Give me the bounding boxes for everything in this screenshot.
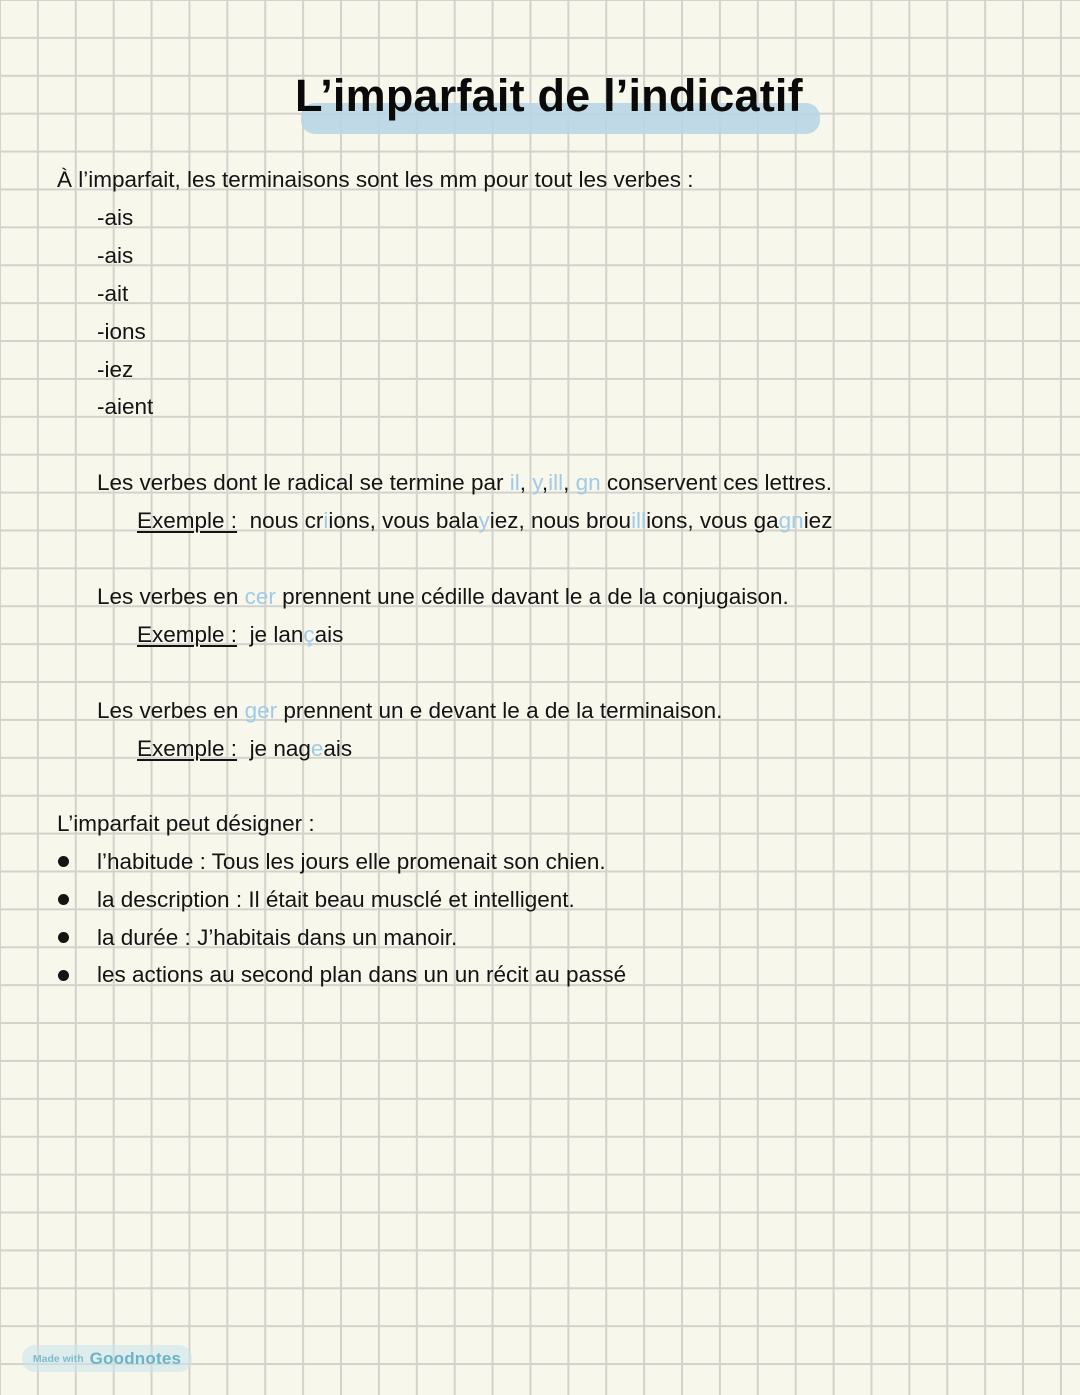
highlighted-letters: gn (575, 470, 601, 495)
highlighted-letters: y (532, 470, 542, 495)
list-item: les actions au second plan dans un un récit au passé (97, 962, 627, 987)
highlighted-letters: ill (548, 470, 564, 495)
intro-text: À l’imparfait, les terminaisons sont les mm pour tout les verbes : (57, 167, 694, 192)
list-item: la description : Il était beau musclé et intelligent. (97, 887, 575, 912)
bullet-icon (58, 894, 69, 905)
rule-text: Les verbes dont le radical se termine par il, y,ill, gn conservent ces lettres. (97, 470, 832, 495)
highlighted-letters: cer (244, 584, 276, 609)
example-label: Exemple : (137, 508, 238, 533)
example-label: Exemple : (137, 622, 238, 647)
example-line: Exemple : je lançais (137, 622, 344, 647)
ending-item: -ait (97, 281, 129, 306)
highlighted-letters: ger (244, 698, 278, 723)
ending-item: -aient (97, 394, 154, 419)
list-item: la durée : J’habitais dans un manoir. (97, 925, 458, 950)
highlighted-letters: il (509, 470, 520, 495)
rule-text: Les verbes en cer prennent une cédille davant le a de la conjugaison. (97, 584, 789, 609)
bullet-icon (58, 932, 69, 943)
title-block (0, 68, 1080, 138)
bullet-icon (58, 856, 69, 867)
example-line: Exemple : nous criions, vous balayiez, nous brouillions, vous gagniez (137, 508, 833, 533)
uses-heading: L’imparfait peut désigner : (57, 811, 315, 836)
ending-item: -ais (97, 243, 134, 268)
rule-text: Les verbes en ger prennent un e devant le a de la terminaison. (97, 698, 723, 723)
example-line: Exemple : je nageais (137, 736, 353, 761)
ending-item: -ions (97, 319, 146, 344)
page-title: L’imparfait de l’indicatif (295, 70, 803, 121)
ending-item: -iez (97, 357, 134, 382)
watermark-made-with: Made with (32, 1352, 84, 1365)
goodnotes-watermark (22, 1345, 192, 1372)
ending-item: -ais (97, 205, 134, 230)
goodnotes-logo: Goodnotes (89, 1348, 182, 1368)
list-item: l’habitude : Tous les jours elle promenait son chien. (97, 849, 606, 874)
bullet-icon (58, 970, 69, 981)
example-label: Exemple : (137, 736, 238, 761)
